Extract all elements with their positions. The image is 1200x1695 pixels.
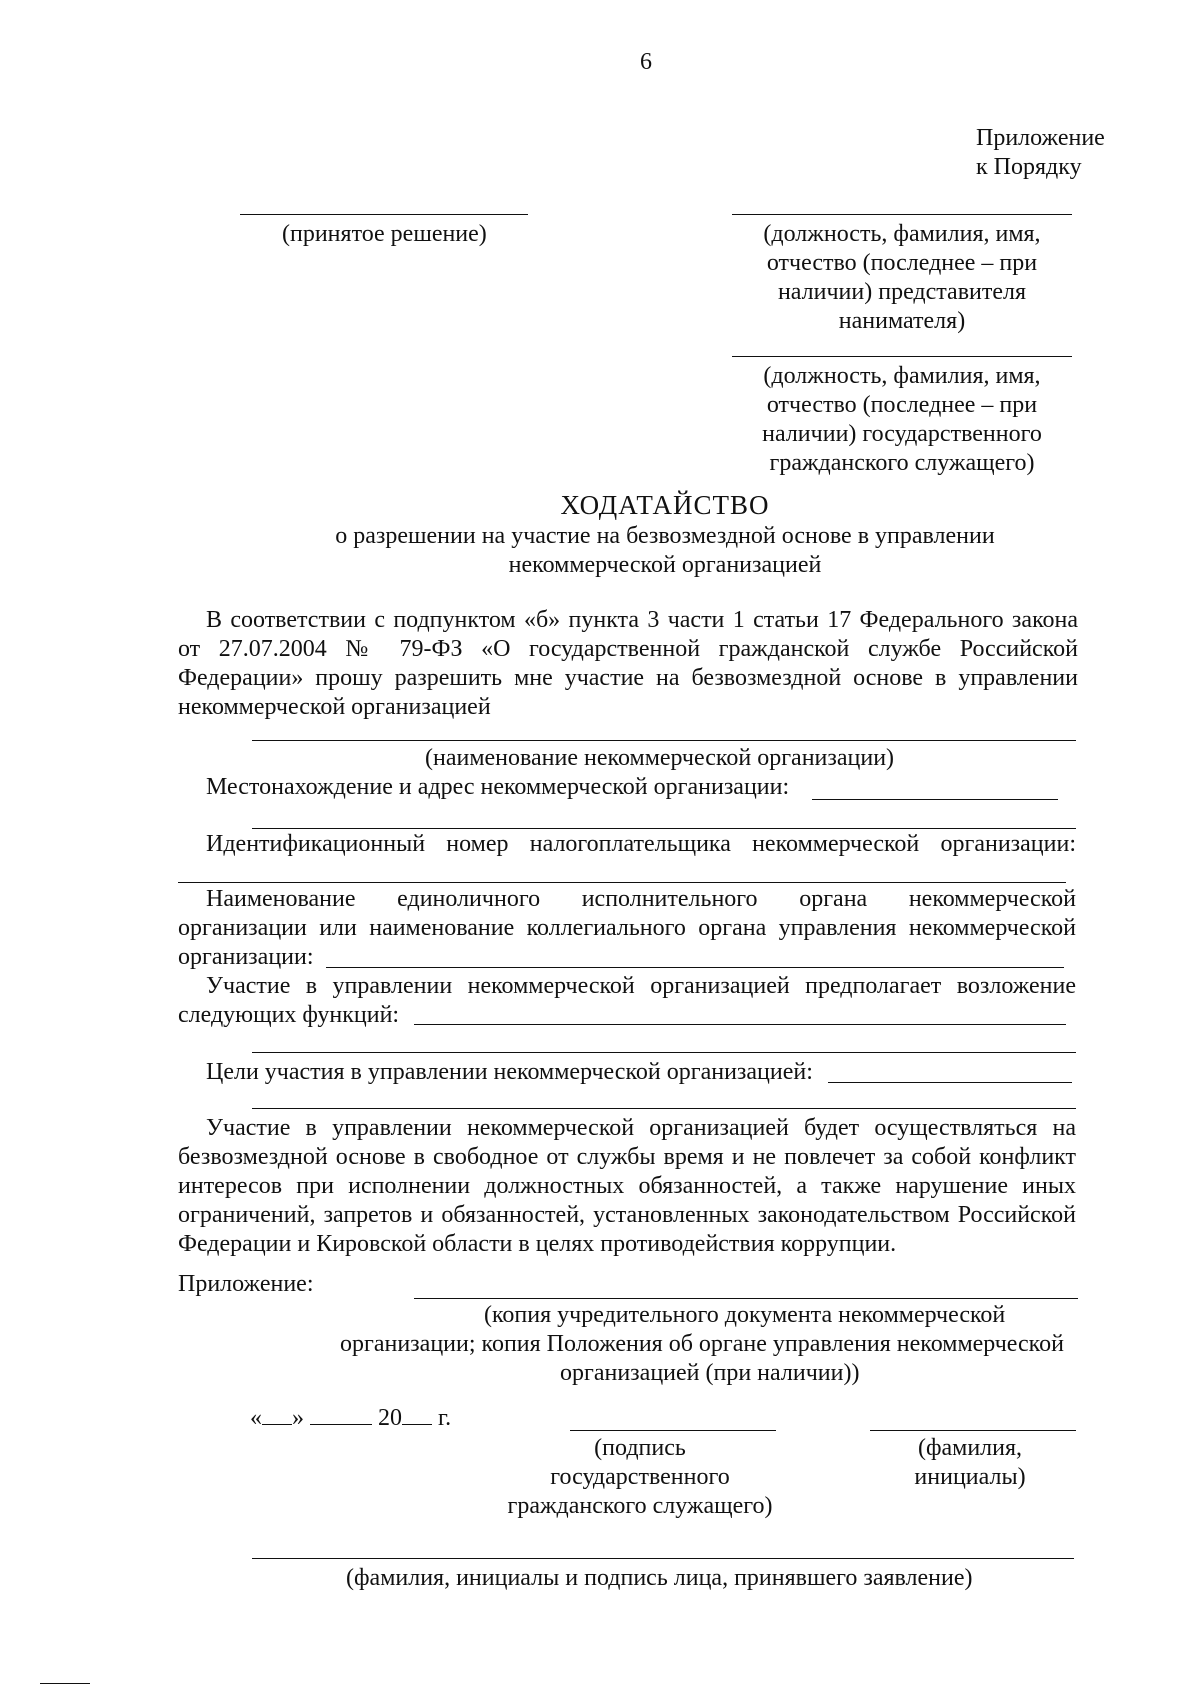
signature-caption: (подпись государственного гражданского служащего)	[507, 1435, 773, 1519]
inn-field-line	[178, 882, 1066, 883]
receiver-line	[252, 1558, 1074, 1559]
page-number: 6	[640, 49, 652, 75]
employer-rep-line	[732, 214, 1072, 215]
signature-line	[570, 1430, 776, 1431]
org-name-line	[252, 740, 1076, 741]
date-day-blank	[262, 1406, 292, 1425]
document-subtitle-2: некоммерческой организацией	[508, 552, 822, 578]
address-label: Местонахождение и адрес некоммерческой организации:	[206, 774, 790, 800]
name-caption: (фамилия, инициалы)	[914, 1435, 1026, 1490]
inn-label: Идентификационный номер налогоплательщика некоммерческой организации:	[206, 831, 1076, 857]
footer-mark	[40, 1683, 90, 1684]
executive-body-field-line	[326, 967, 1064, 968]
civil-servant-line	[732, 356, 1072, 357]
attachment-caption-2: организации; копия Положения об органе управления некоммерческой	[340, 1331, 1064, 1357]
statement-paragraph: Участие в управлении некоммерческой организацией будет осуществляться на безвозмездной основе в свободное от службы время и не повлечет за собой конфликт интересов при исполнении должностных обязанностей, а также нарушение иных ограничений, запретов и обязанностей, установленных законодательством Российской Федерации и Кировской области в целях противодействия коррупции.	[178, 1115, 1076, 1257]
address-field-line	[812, 799, 1058, 800]
intro-paragraph: В соответствии с подпунктом «б» пункта 3 части 1 статьи 17 Федерального закона от 27.07.2004 № 79-ФЗ «О государственной гражданской службе Российской Федерации» прошу разрешить мне участие на безвозмездной основе в управлении некоммерческой организацией	[178, 607, 1078, 720]
attachment-label: Приложение:	[178, 1271, 314, 1297]
attachment-line	[414, 1298, 1078, 1299]
appendix-label: Приложение	[976, 125, 1105, 151]
name-line	[870, 1430, 1076, 1431]
inn-row	[206, 830, 1076, 859]
executive-body-block: Наименование единоличного исполнительного органа некоммерческой организации или наименование коллегиального органа управления некоммерческой организации:	[178, 886, 1076, 970]
receiver-caption: (фамилия, инициалы и подпись лица, принявшего заявление)	[346, 1565, 973, 1591]
document-subtitle-1: о разрешении на участие на безвозмездной основе в управлении	[335, 523, 995, 549]
goals-field-line	[828, 1082, 1072, 1083]
functions-continuation-line	[252, 1052, 1076, 1053]
attachment-caption-3: организацией (при наличии))	[560, 1360, 860, 1386]
address-continuation-line	[252, 828, 1076, 829]
decision-caption: (принятое решение)	[282, 221, 487, 247]
date-month-blank	[310, 1406, 372, 1425]
functions-block: Участие в управлении некоммерческой организацией предполагает возложение следующих функций:	[178, 973, 1076, 1028]
date-close-quote: »	[292, 1405, 304, 1431]
date-year-suffix: г.	[438, 1405, 452, 1431]
date-field	[250, 1404, 451, 1433]
employer-rep-caption: (должность, фамилия, имя, отчество (последнее – при наличии) представителя нанимателя)	[763, 221, 1041, 334]
document-title: ХОДАТАЙСТВО	[560, 490, 770, 520]
attachment-caption-1: (копия учредительного документа некоммерческой	[484, 1302, 1006, 1328]
decision-line	[240, 214, 528, 215]
date-open-quote: «	[250, 1405, 262, 1431]
functions-field-line	[414, 1024, 1066, 1025]
goals-continuation-line	[252, 1108, 1076, 1109]
date-year-prefix: 20	[378, 1405, 402, 1431]
appendix-reference: к Порядку	[976, 154, 1082, 180]
goals-label: Цели участия в управлении некоммерческой организацией:	[206, 1059, 813, 1085]
org-name-caption: (наименование некоммерческой организации)	[425, 745, 895, 771]
date-year-blank	[402, 1406, 432, 1425]
civil-servant-caption: (должность, фамилия, имя, отчество (последнее – при наличии) государственного гражданского служащего)	[762, 363, 1042, 476]
